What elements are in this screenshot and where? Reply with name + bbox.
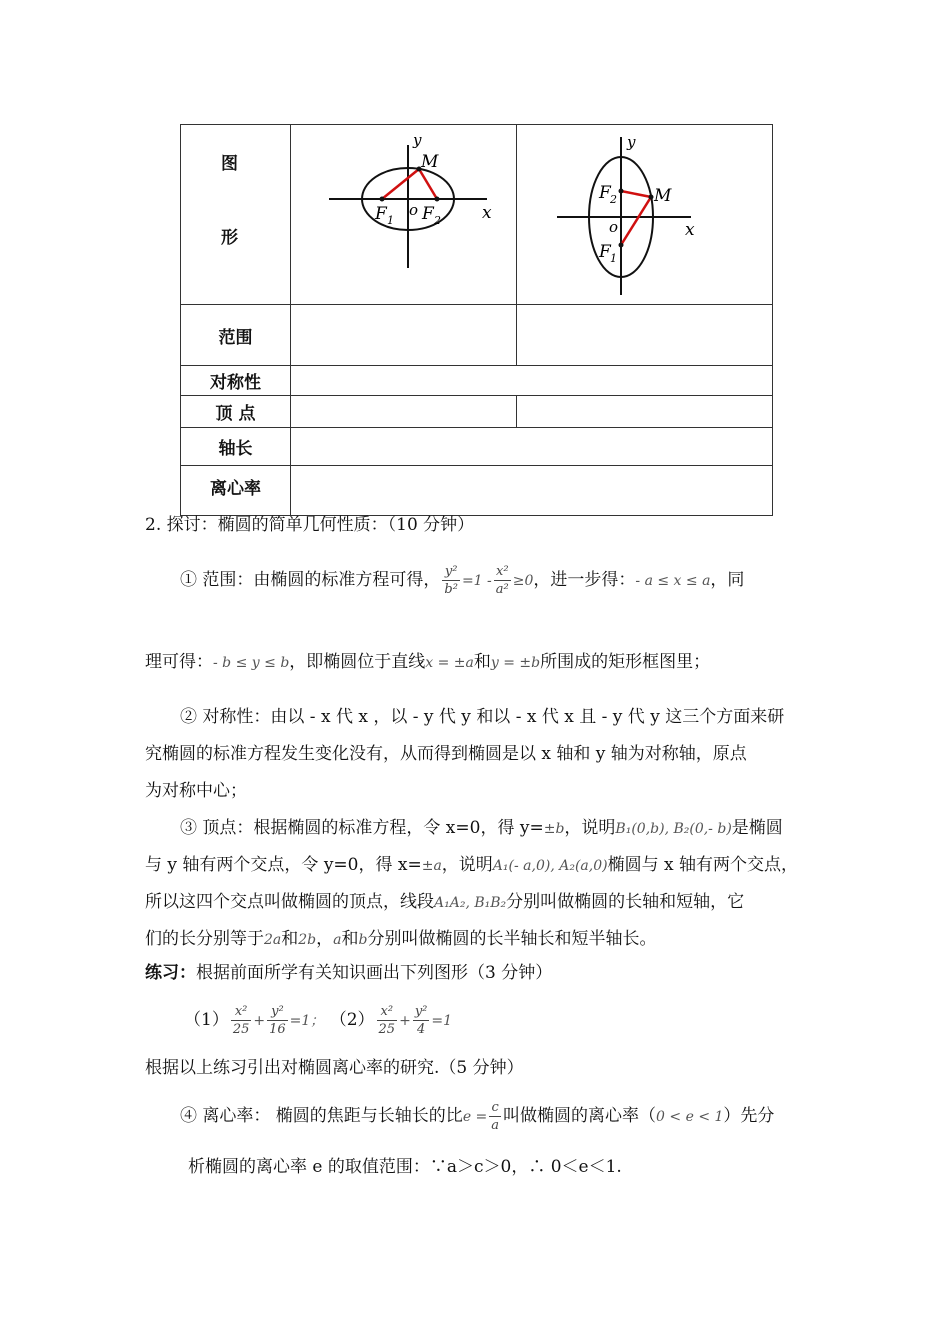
paragraph-symmetry-3: 为对称中心； (145, 781, 247, 801)
fig2-o-label: o (609, 218, 619, 236)
paragraph-eccentricity-2: 析椭圆的离心率 e 的取值范围：∵a＞c＞0，∴ 0＜e＜1. (188, 1157, 622, 1177)
fig2-x-label: x (685, 220, 695, 240)
properties-table (180, 124, 773, 516)
figure-cell-horizontal (291, 125, 517, 305)
figure-label-2: 形 (221, 228, 238, 248)
paragraph-vertex-4: 们的长分别等于2a和2b，a和b分别叫做椭圆的长半轴长和短半轴长。 (145, 929, 657, 949)
eccentricity-cell (291, 466, 773, 516)
fig1-x-label: x (482, 203, 492, 223)
paragraph-vertex-1: ③ 顶点：根据椭圆的标准方程，令 x=0，得 y=±b，说明B₁(0,b), B₂(0,- b)是椭圆 (180, 818, 783, 838)
fig2-F2-sub: 2 (610, 193, 617, 206)
range-cell-1 (291, 305, 517, 366)
fig1-M-label: M (421, 152, 439, 172)
vertex-cell-2 (517, 396, 773, 428)
fig2-F1-label: F (599, 242, 611, 262)
figure-label-cell (181, 125, 291, 305)
paragraph-eccentricity-1: ④ 离心率： 椭圆的焦距与长轴长的比e = $\frac{c}{a}$ 叫做椭圆的离心率（0 < e < 1）先分 (180, 1100, 775, 1133)
exercise-heading: 练习：根据前面所学有关知识画出下列图形（3 分钟） (145, 963, 553, 983)
symmetry-cell (291, 366, 773, 396)
vertex-label: 顶 点 (181, 396, 291, 428)
vertical-ellipse-figure (517, 125, 773, 300)
symmetry-label: 对称性 (181, 366, 291, 396)
paragraph-range: ① 范围：由椭圆的标准方程可得， $\frac{\text{y²}}{\text{b²}}$ =1 - $\frac{\text{x²}}{\text{a²}}$ ≥0，进一步得：- a ≤ x ≤ a，同 (180, 564, 745, 597)
paragraph-exercise-lead: 根据以上练习引出对椭圆离心率的研究.（5 分钟） (145, 1058, 524, 1078)
paragraph-symmetry-1: ② 对称性：由以 - x 代 x ，以 - y 代 y 和以 - x 代 x 且 - y 代 y 这三个方面来研 (180, 707, 785, 727)
fig1-F2-label: F (422, 204, 434, 224)
section-title: 2. 探讨：椭圆的简单几何性质：（10 分钟） (145, 515, 475, 535)
paragraph-symmetry-2: 究椭圆的标准方程发生变化没有，从而得到椭圆是以 x 轴和 y 轴为对称轴，原点 (145, 744, 747, 764)
figure-label-1: 图 (221, 154, 238, 174)
vertex-cell-1 (291, 396, 517, 428)
paragraph-vertex-2: 与 y 轴有两个交点，令 y=0，得 x=±a，说明A₁(- a,0), A₂(a,0)椭圆与 x 轴有两个交点， (145, 855, 798, 875)
eccentricity-label: 离心率 (181, 466, 291, 516)
range-label: 范围 (181, 305, 291, 366)
fig2-F2-label: F (599, 183, 611, 203)
axis-length-label: 轴长 (181, 428, 291, 466)
axis-length-cell (291, 428, 773, 466)
fig2-M-label: M (654, 186, 672, 206)
fig1-F1-sub: 1 (387, 214, 394, 227)
figure-cell-vertical (517, 125, 773, 305)
horizontal-ellipse-figure (291, 125, 517, 300)
fig2-F1-sub: 1 (610, 252, 617, 265)
fig1-o-label: o (409, 201, 419, 219)
paragraph-vertex-3: 所以这四个交点叫做椭圆的顶点，线段A₁A₂, B₁B₂分别叫做椭圆的长轴和短轴，它 (145, 892, 745, 912)
fig1-y-label: y (413, 131, 422, 149)
fig1-F2-sub: 2 (434, 214, 441, 227)
paragraph-range-2: 理可得：- b ≤ y ≤ b，即椭圆位于直线x = ±a和y = ±b所围成的矩形框图里； (145, 652, 711, 672)
fig1-F1-label: F (375, 204, 387, 224)
exercise-equations: （1） $\frac{\text{x²}}{25}$ + $\frac{\text{y²}}{16}$ =1； （2） $\frac{\text{x²}}{25}$ + $\frac{\text{y²}}{4}$ =1 (184, 1004, 453, 1037)
fig2-y-label: y (627, 133, 636, 151)
range-cell-2 (517, 305, 773, 366)
